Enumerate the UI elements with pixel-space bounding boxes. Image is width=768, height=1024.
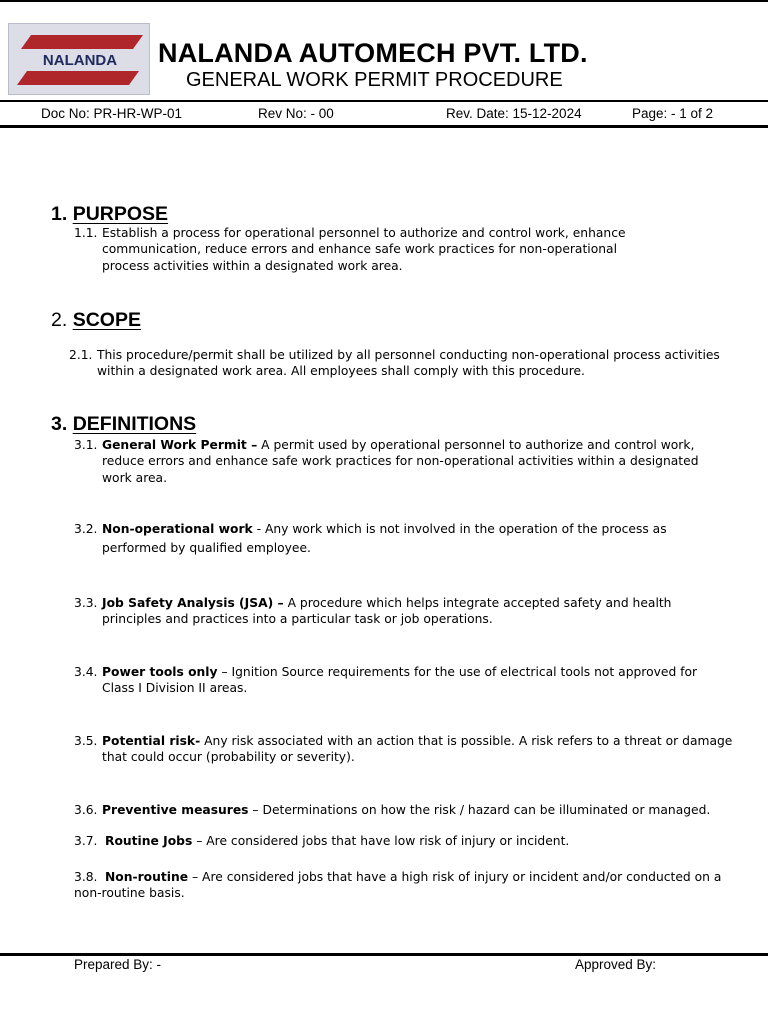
header-rule-top xyxy=(0,100,768,102)
section-title: DEFINITIONS xyxy=(72,413,197,435)
item-text: Non-routine – Are considered jobs that have a high risk of injury or incident and/or conducted on a xyxy=(105,870,722,884)
prepared-by: Prepared By: - xyxy=(74,957,162,972)
item-number: 2.1. xyxy=(69,348,93,362)
doc-number: Doc No: PR-HR-WP-01 xyxy=(41,106,183,121)
definition-term: Power tools only xyxy=(102,665,218,679)
item-number: 3.6. xyxy=(74,803,98,817)
item-text: This procedure/permit shall be utilized by all personnel conducting non-operational process activities within a designated work area. All employees shall comply with this procedure. xyxy=(97,348,720,379)
item-number: 1.1. xyxy=(74,226,98,240)
item-text: Establish a process for operational personnel to authorize and control work, enhance communication, reduce errors and enhance safe work practices for non-operational process activities within a designated work area. xyxy=(102,226,626,273)
item-text: non-routine basis. xyxy=(74,886,185,900)
definition-term: Non-routine xyxy=(105,870,189,884)
item-number: 3.2. xyxy=(74,522,98,536)
section-heading-purpose xyxy=(51,203,168,226)
top-border-rule xyxy=(0,0,768,2)
document-title: GENERAL WORK PERMIT PROCEDURE xyxy=(186,69,563,91)
logo-text: NALANDA xyxy=(42,52,118,69)
definition-term: Potential risk- xyxy=(102,734,201,748)
item-text: Potential risk- Any risk associated with an action that is possible. A risk refers to a threat or damage that could occur (probability or severity). xyxy=(102,734,733,765)
company-logo xyxy=(8,23,150,95)
item-number: 3.8. xyxy=(74,870,98,884)
page-number: Page: - 1 of 2 xyxy=(632,106,714,121)
item-text: Preventive measures – Determinations on how the risk / hazard can be illuminated or managed. xyxy=(102,803,711,817)
header-rule-bottom xyxy=(0,125,768,128)
revision-number: Rev No: - 00 xyxy=(258,106,334,121)
item-text: Job Safety Analysis (JSA) – A procedure which helps integrate accepted safety and health principles and practices into a particular task or job operations. xyxy=(102,596,672,627)
revision-date: Rev. Date: 15-12-2024 xyxy=(446,106,582,121)
item-number: 3.4. xyxy=(74,665,98,679)
definition-term: Routine Jobs xyxy=(105,834,193,848)
item-text: Non-operational work - Any work which is not involved in the operation of the process as performed by qualified employee. xyxy=(102,522,667,555)
footer-rule xyxy=(0,953,768,956)
section-number: 1. xyxy=(51,203,68,225)
item-number: 3.7. xyxy=(74,834,98,848)
definition-term: Non-operational work xyxy=(102,522,253,536)
definition-term: Job Safety Analysis (JSA) – xyxy=(102,596,284,610)
section-number: 2. xyxy=(51,309,68,331)
item-number: 3.3. xyxy=(74,596,98,610)
item-number: 3.5. xyxy=(74,734,98,748)
section-title: PURPOSE xyxy=(72,203,169,225)
section-number: 3. xyxy=(51,413,68,435)
approved-by: Approved By: xyxy=(575,957,657,972)
section-heading-definitions xyxy=(51,413,196,436)
item-number: 3.1. xyxy=(74,438,98,452)
definition-term: General Work Permit – xyxy=(102,438,258,452)
section-heading-scope xyxy=(51,309,141,332)
section-title: SCOPE xyxy=(72,309,141,331)
item-text: General Work Permit – A permit used by operational personnel to authorize and control work, reduce errors and enhance safe work practices for non-operational activities within a designated work area. xyxy=(102,438,699,485)
definition-term: Preventive measures xyxy=(102,803,249,817)
company-name: NALANDA AUTOMECH PVT. LTD. xyxy=(158,38,588,68)
item-text: Routine Jobs – Are considered jobs that have low risk of injury or incident. xyxy=(105,834,570,848)
item-text: Power tools only – Ignition Source requirements for the use of electrical tools not approved for Class I Division II areas. xyxy=(102,665,698,696)
